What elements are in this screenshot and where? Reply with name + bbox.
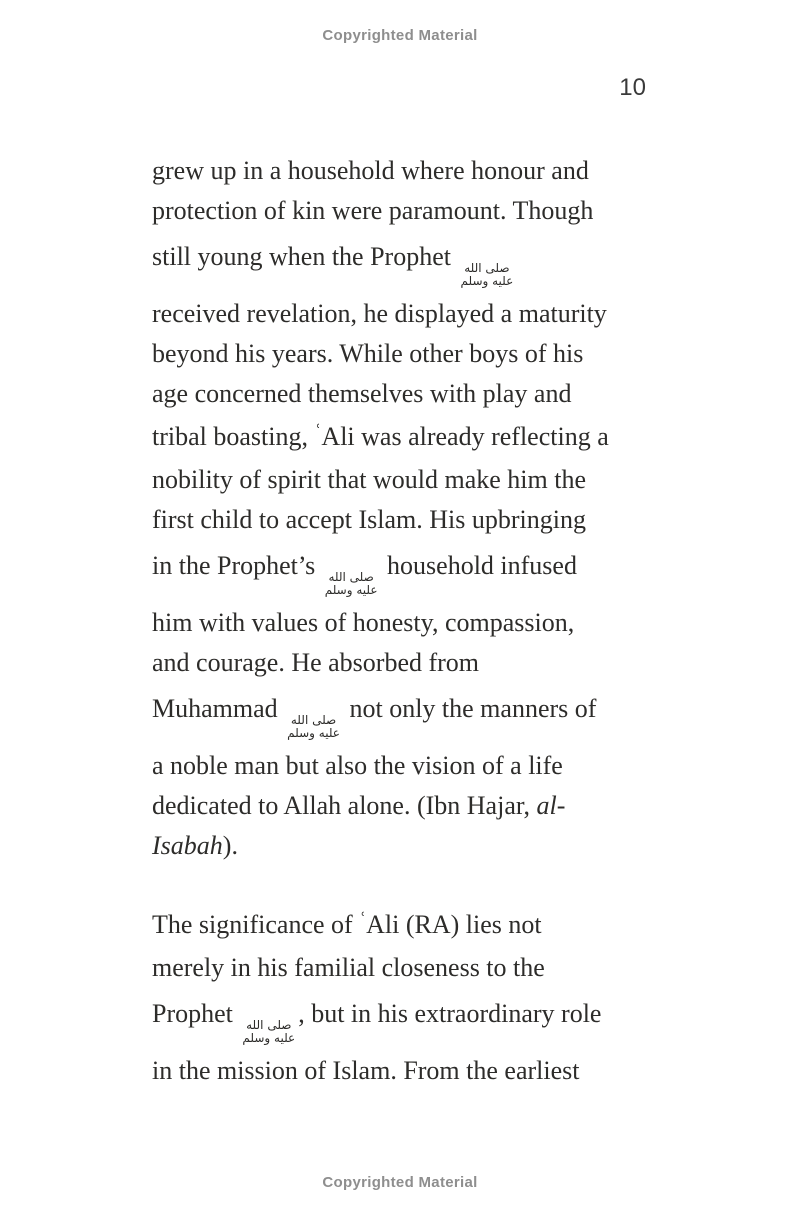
ayn-transliteration-mark: ʿ bbox=[359, 908, 367, 932]
body-line: and courage. He absorbed from bbox=[152, 648, 480, 677]
body-line: age concerned themselves with play and bbox=[152, 379, 572, 408]
honorific-saw-icon: صلى الله عليه وسلم bbox=[242, 1018, 296, 1045]
body-line: beyond his years. While other boys of his bbox=[152, 339, 584, 368]
paragraph bbox=[152, 902, 672, 1091]
body-line: merely in his familial closeness to the bbox=[152, 953, 545, 982]
body-line: him with values of honesty, compassion, bbox=[152, 608, 575, 637]
body-line: Prophet صلى الله عليه وسلم , but in his extraordinary role bbox=[152, 999, 602, 1045]
paragraph bbox=[152, 151, 672, 866]
page-number: 10 bbox=[619, 74, 646, 101]
honorific-saw-icon: صلى الله عليه وسلم bbox=[287, 713, 340, 740]
body-line: The significance of $^ʿ$Ali (RA) lies not bbox=[152, 908, 542, 939]
ayn-transliteration-mark: ʿ bbox=[314, 420, 322, 444]
body-line: dedicated to Allah alone. (Ibn Hajar, al- bbox=[152, 791, 566, 820]
body-line: tribal boasting, $^ʿ$Ali was already reflecting a bbox=[152, 420, 609, 451]
body-line: grew up in a household where honour and bbox=[152, 156, 589, 185]
body-line: still young when the Prophet صلى الله عليه وسلم bbox=[152, 242, 514, 288]
body-line: in the mission of Islam. From the earliest bbox=[152, 1056, 580, 1085]
body-line: first child to accept Islam. His upbringing bbox=[152, 505, 586, 534]
body-line: Isabah). bbox=[152, 831, 238, 860]
honorific-saw-icon: صلى الله عليه وسلم bbox=[324, 570, 378, 597]
body-line: nobility of spirit that would make him the bbox=[152, 465, 587, 494]
body-line: in the Prophet’s صلى الله عليه وسلم household infused bbox=[152, 551, 577, 597]
copyright-watermark-bottom: Copyrighted Material bbox=[322, 1174, 478, 1191]
body-line: protection of kin were paramount. Though bbox=[152, 196, 594, 225]
body-line: a noble man but also the vision of a life bbox=[152, 751, 563, 780]
copyright-watermark-top: Copyrighted Material bbox=[322, 27, 478, 44]
body-line: Muhammad صلى الله عليه وسلم not only the manners of bbox=[152, 694, 597, 740]
body-text bbox=[152, 151, 672, 1127]
honorific-saw-icon: صلى الله عليه وسلم bbox=[460, 261, 514, 288]
body-line: received revelation, he displayed a maturity bbox=[152, 299, 607, 328]
